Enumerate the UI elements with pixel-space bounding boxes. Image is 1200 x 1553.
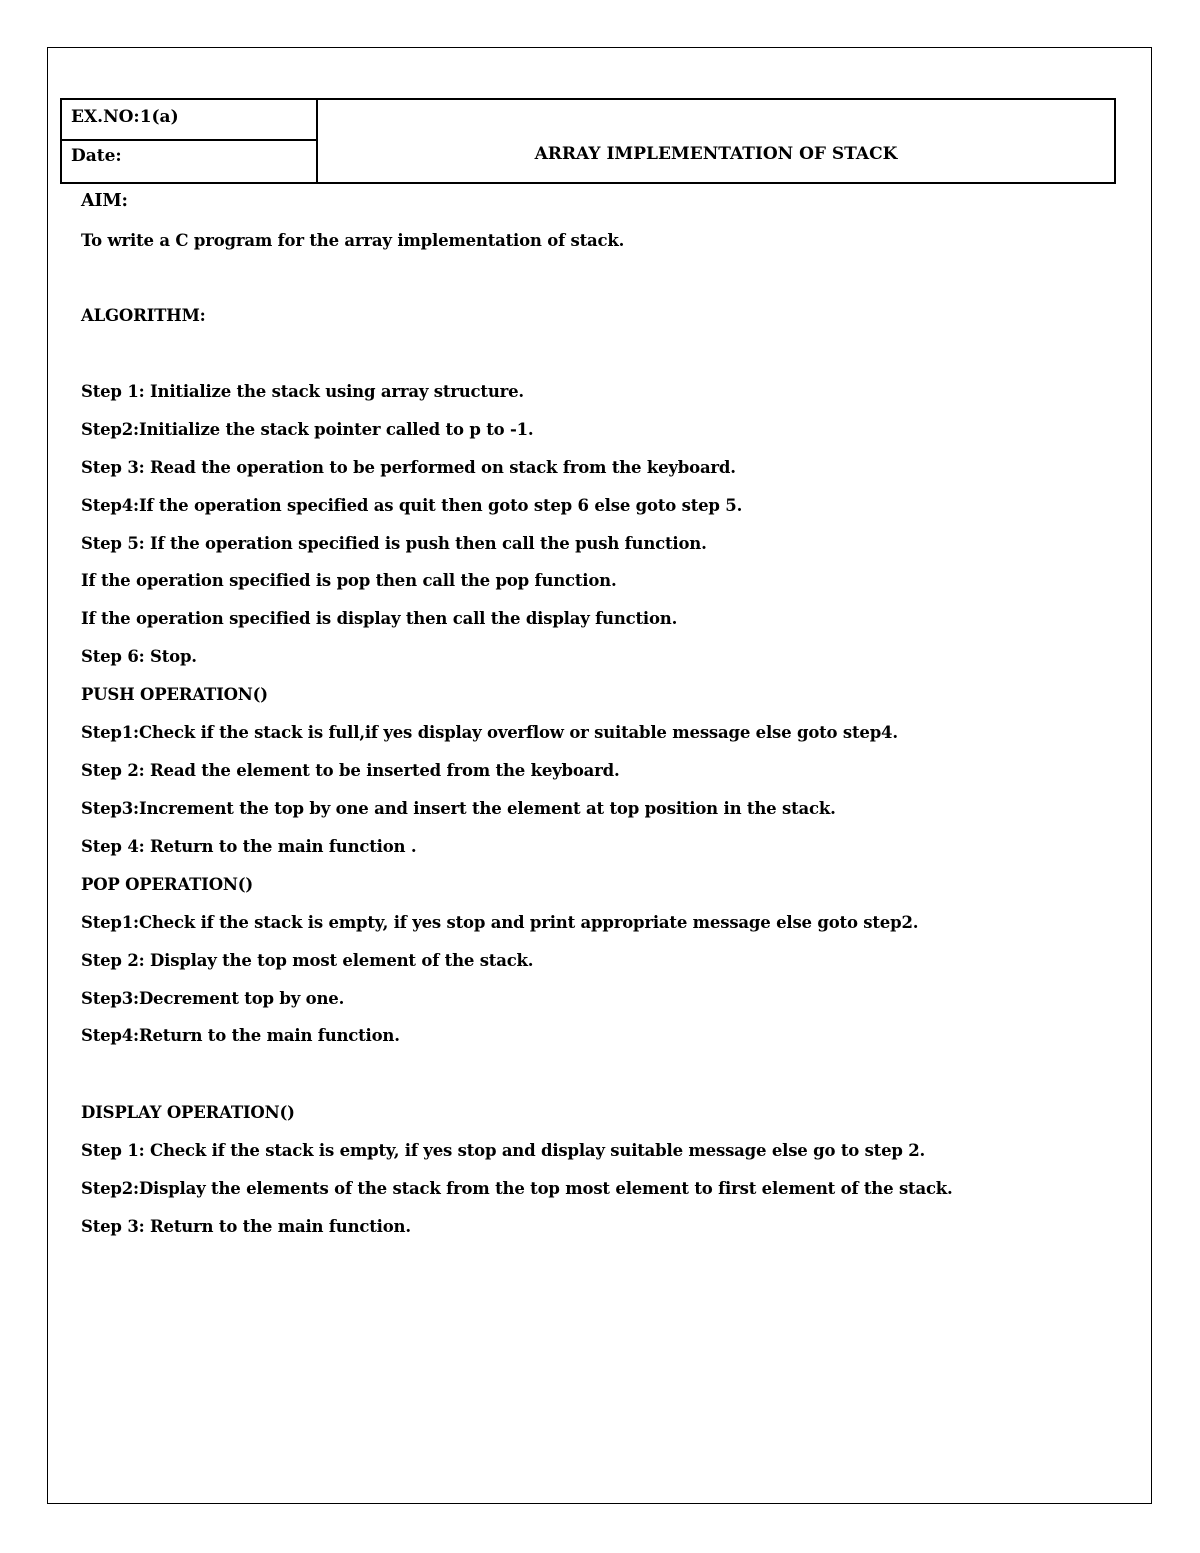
- push-step: Step3:Increment the top by one and insert the element at top position in the stack.: [81, 799, 836, 818]
- exercise-number: EX.NO:1(a): [71, 107, 179, 127]
- date-cell: [62, 141, 316, 182]
- push-step: Step 4: Return to the main function .: [81, 837, 417, 856]
- header-left-column: [62, 100, 318, 182]
- algorithm-heading: ALGORITHM:: [81, 306, 206, 325]
- aim-text: To write a C program for the array implementation of stack.: [81, 231, 625, 250]
- algorithm-step: Step2:Initialize the stack pointer called to p to -1.: [81, 420, 534, 439]
- header-table: [60, 98, 1116, 184]
- aim-heading: AIM:: [81, 191, 128, 211]
- pop-step: Step 2: Display the top most element of the stack.: [81, 951, 534, 970]
- pop-heading: POP OPERATION(): [81, 875, 253, 894]
- display-heading: DISPLAY OPERATION(): [81, 1103, 295, 1122]
- algorithm-step: If the operation specified is pop then call the pop function.: [81, 571, 617, 590]
- algorithm-step: Step 5: If the operation specified is push then call the push function.: [81, 534, 707, 553]
- algorithm-step: Step 3: Read the operation to be performed on stack from the keyboard.: [81, 458, 736, 477]
- pop-step: Step3:Decrement top by one.: [81, 989, 345, 1008]
- display-step: Step 3: Return to the main function.: [81, 1217, 411, 1236]
- exercise-number-cell: [62, 100, 316, 141]
- display-step: Step2:Display the elements of the stack from the top most element to first element of the stack.: [81, 1179, 953, 1198]
- algorithm-step: Step4:If the operation specified as quit then goto step 6 else goto step 5.: [81, 496, 743, 515]
- date-label: Date:: [71, 146, 122, 166]
- push-step: Step 2: Read the element to be inserted from the keyboard.: [81, 761, 620, 780]
- title-cell: [318, 100, 1114, 182]
- pop-step: Step4:Return to the main function.: [81, 1026, 400, 1045]
- document-title: ARRAY IMPLEMENTATION OF STACK: [534, 144, 898, 164]
- algorithm-step: Step 6: Stop.: [81, 647, 197, 666]
- algorithm-step: Step 1: Initialize the stack using array structure.: [81, 382, 524, 401]
- push-heading: PUSH OPERATION(): [81, 685, 268, 704]
- algorithm-step: If the operation specified is display then call the display function.: [81, 609, 678, 628]
- display-step: Step 1: Check if the stack is empty, if yes stop and display suitable message else go to step 2.: [81, 1141, 926, 1160]
- pop-step: Step1:Check if the stack is empty, if yes stop and print appropriate message else goto step2.: [81, 913, 919, 932]
- push-step: Step1:Check if the stack is full,if yes display overflow or suitable message else goto step4.: [81, 723, 898, 742]
